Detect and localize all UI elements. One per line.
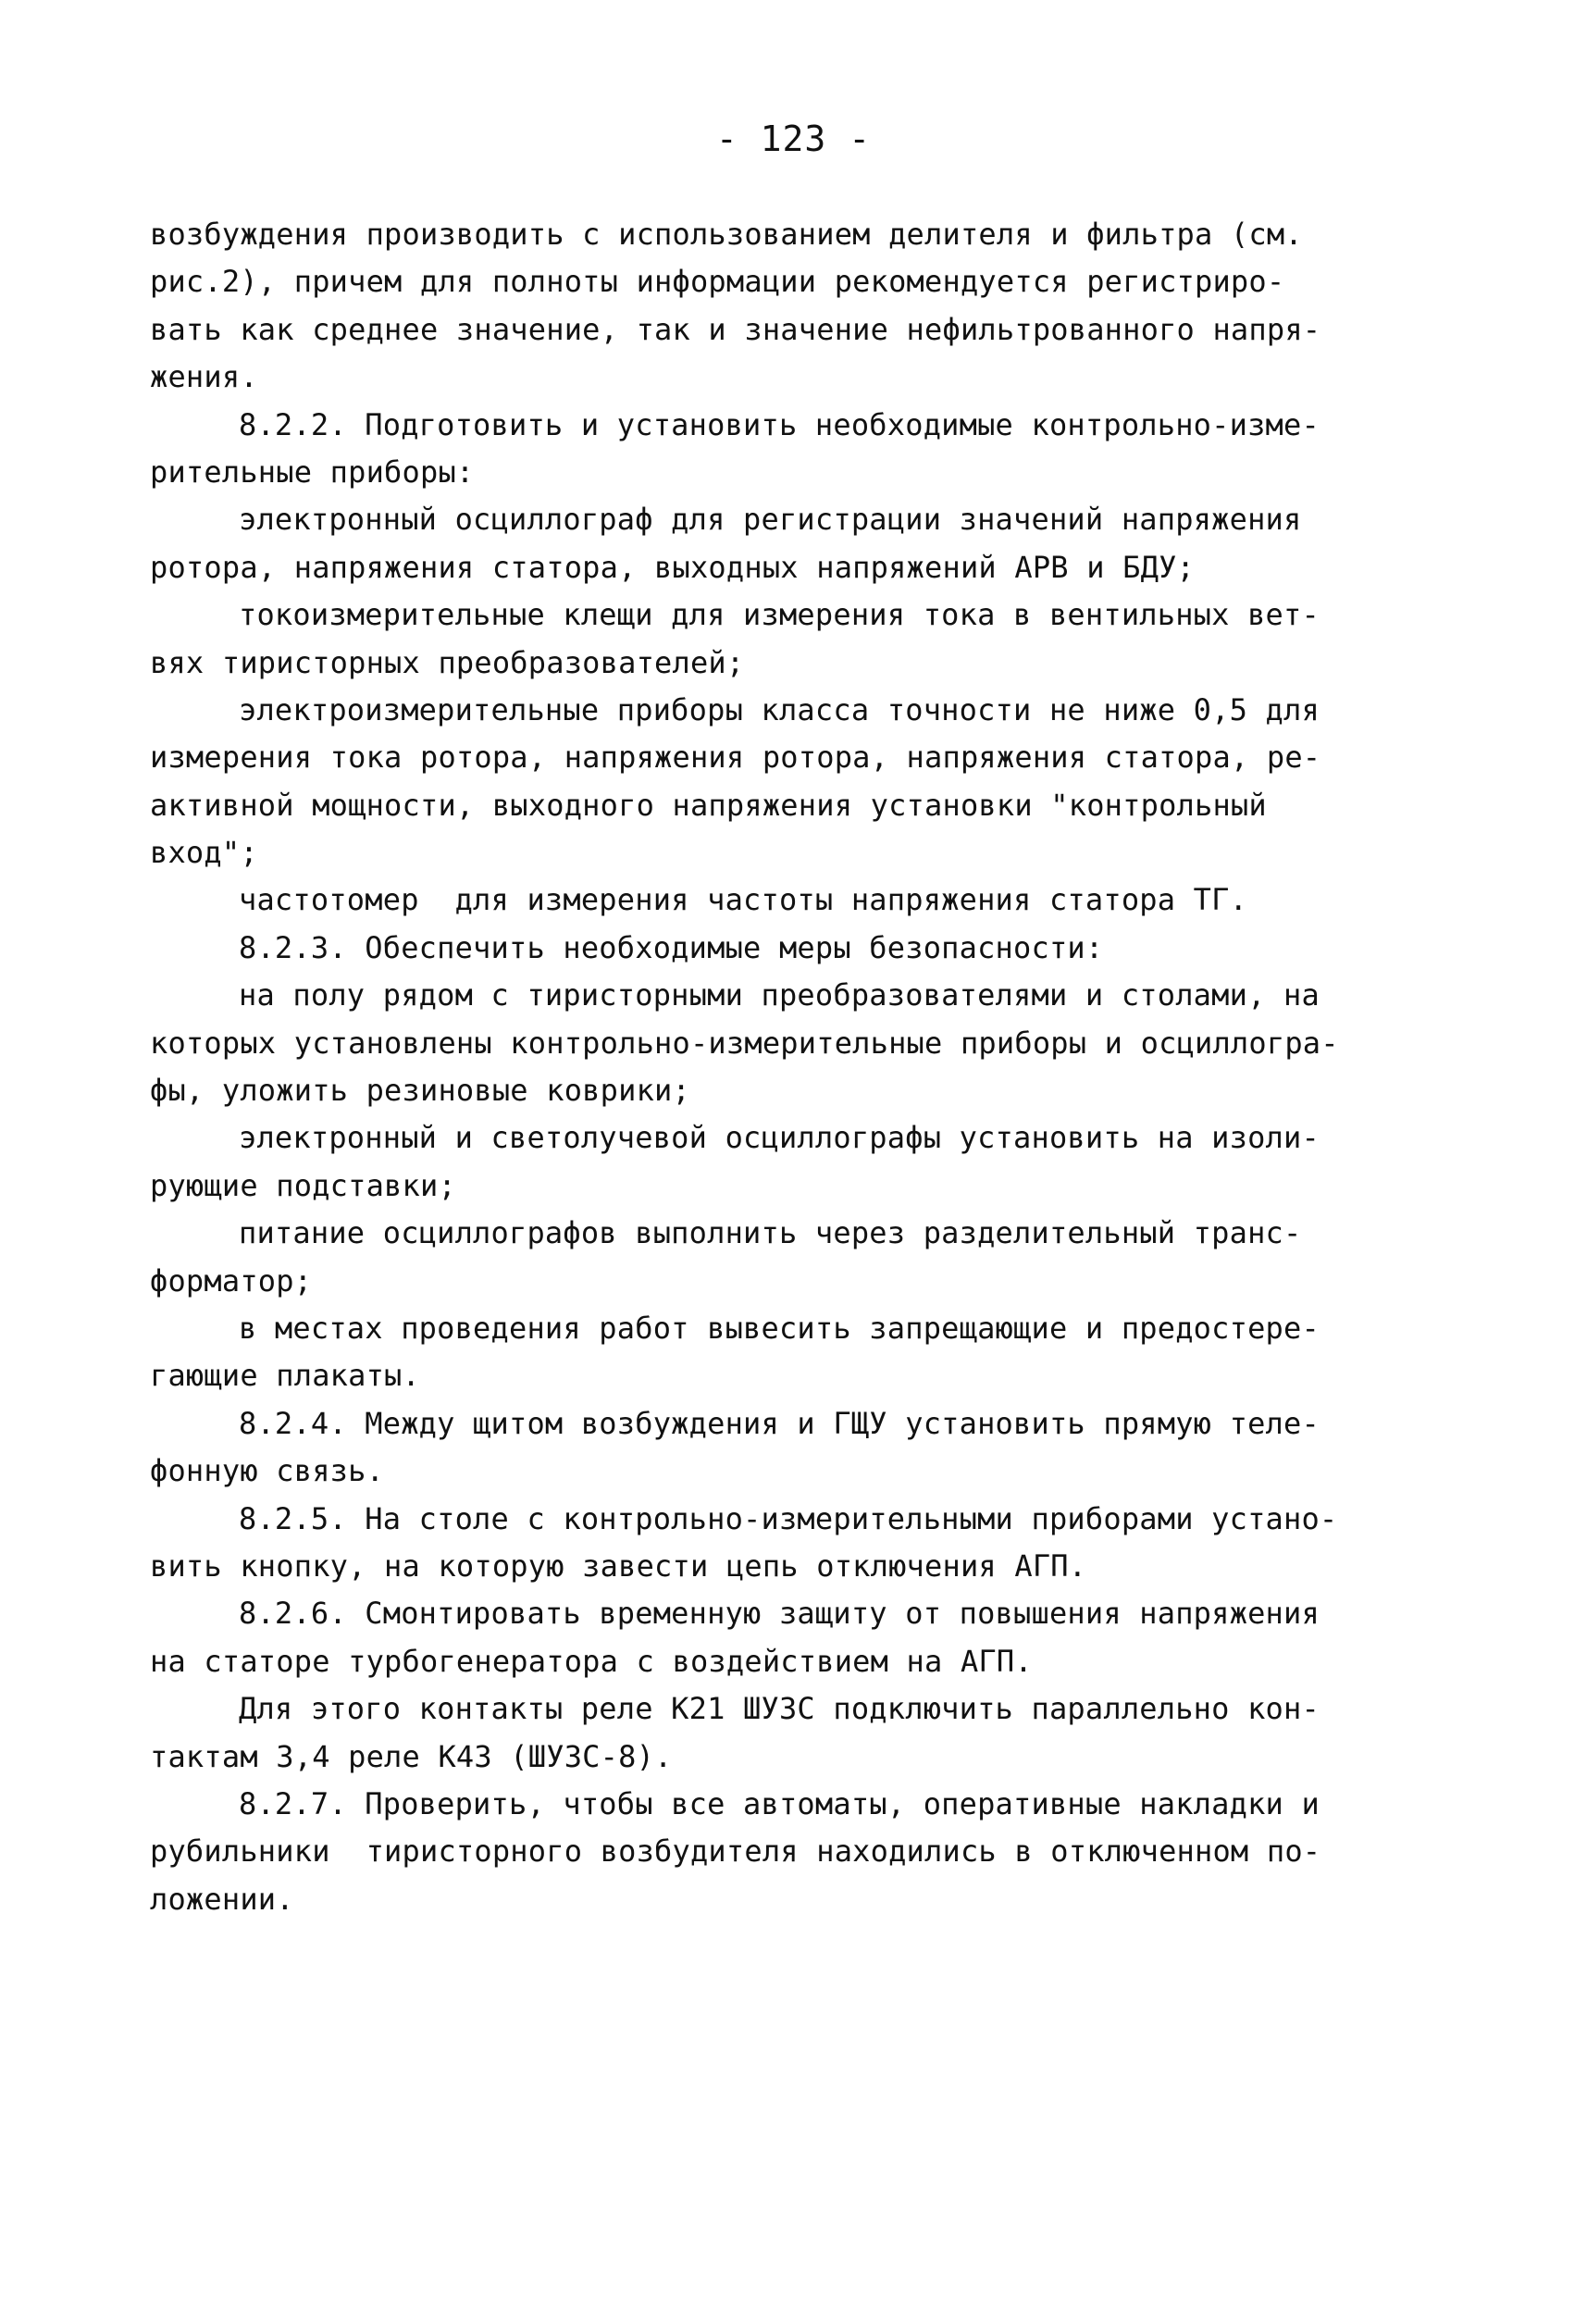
text-line: рительные приборы: [150, 454, 475, 490]
text-line: 8.2.6. Смонтировать временную защиту от повышения напряжения [239, 1596, 1320, 1632]
text-line: электронный осциллограф для регистрации значений напряжения [239, 502, 1302, 538]
text-line: вход"; [150, 835, 258, 871]
text-line: ложении. [150, 1881, 294, 1917]
text-line: 8.2.2. Подготовить и установить необходимые контрольно-изме- [239, 406, 1320, 442]
page-number: - 123 - [715, 118, 872, 159]
text-line: питание осциллографов выполнить через разделительный транс- [239, 1215, 1302, 1251]
text-line: 8.2.5. На столе с контрольно-измерительными приборами устано- [239, 1500, 1338, 1536]
text-line: в местах проведения работ вывесить запрещающие и предостере- [239, 1310, 1320, 1346]
text-line: 8.2.3. Обеспечить необходимые меры безопасности: [239, 929, 1104, 965]
text-line: жения. [150, 359, 258, 395]
text-line: измерения тока ротора, напряжения ротора, напряжения статора, ре- [150, 739, 1321, 776]
text-line: тактам 3,4 реле К43 (ШУЗС-8). [150, 1738, 673, 1774]
text-line: активной мощности, выходного напряжения установки "контрольный [150, 787, 1267, 823]
text-line: частотомер для измерения частоты напряжения статора ТГ. [239, 882, 1248, 918]
text-line: Для этого контакты реле К21 ШУЗС подключить параллельно кон- [239, 1691, 1320, 1727]
text-line: рубильники тиристорного возбудителя находились в отключенном по- [150, 1833, 1321, 1870]
text-line: 8.2.4. Между щитом возбуждения и ГЩУ установить прямую теле- [239, 1405, 1320, 1441]
text-line: 8.2.7. Проверить, чтобы все автоматы, оперативные накладки и [239, 1785, 1320, 1821]
text-line: рующие подставки; [150, 1167, 456, 1203]
text-line: на статоре турбогенератора с воздействием на АГП. [150, 1643, 1033, 1679]
text-line: на полу рядом с тиристорными преобразователями и столами, на [239, 977, 1320, 1013]
text-line: ротора, напряжения статора, выходных напряжений АРВ и БДУ; [150, 549, 1196, 585]
text-line: вить кнопку, на которую завести цепь отключения АГП. [150, 1547, 1087, 1584]
text-line: токоизмерительные клещи для измерения тока в вентильных вет- [239, 597, 1320, 633]
body-text [150, 211, 1381, 1923]
text-line: электроизмерительные приборы класса точности не ниже 0,5 для [239, 691, 1320, 727]
text-line: гающие плакаты. [150, 1358, 420, 1394]
text-line: которых установлены контрольно-измерительные приборы и осциллогра- [150, 1025, 1339, 1061]
text-line: вях тиристорных преобразователей; [150, 644, 745, 680]
text-line: рис.2), причем для полноты информации рекомендуется регистриро- [150, 264, 1285, 300]
text-line: вать как среднее значение, так и значение нефильтрованного напря- [150, 311, 1321, 347]
text-line: электронный и светолучевой осциллографы установить на изоли- [239, 1120, 1320, 1156]
text-line: возбуждения производить с использованием делителя и фильтра (см. [150, 217, 1303, 252]
text-line: форматор; [150, 1262, 313, 1299]
text-line: фонную связь. [150, 1453, 385, 1489]
text-line: фы, уложить резиновые коврики; [150, 1073, 690, 1109]
